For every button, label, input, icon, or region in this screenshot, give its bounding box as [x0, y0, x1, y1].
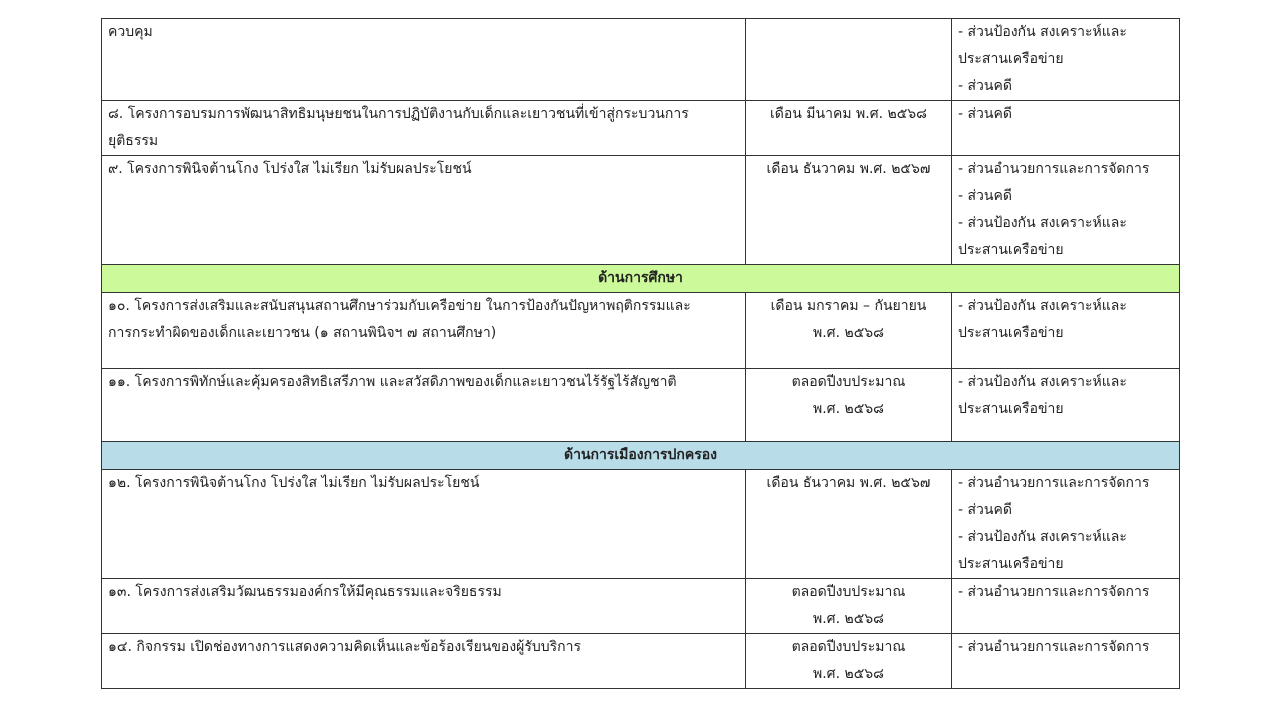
date-text: ตลอดปีงบประมาณ — [791, 584, 906, 600]
project-cell — [102, 579, 746, 634]
project-cell — [102, 369, 746, 442]
date-text: พ.ศ. ๒๕๖๘ — [813, 325, 884, 341]
table-row — [102, 156, 1180, 265]
project-text: ๑๑. โครงการพิทักษ์และคุ้มครองสิทธิเสรีภาพ และสวัสดิภาพของเด็กและเยาวชนไร้รัฐไร้สัญชาติ — [108, 374, 677, 390]
unit-cell — [952, 579, 1180, 634]
unit-text: - ส่วนอำนวยการและการจัดการ — [958, 639, 1150, 655]
date-text: พ.ศ. ๒๕๖๘ — [813, 611, 884, 627]
unit-text: ประสานเครือข่าย — [958, 325, 1064, 341]
section-header-politics: ด้านการเมืองการปกครอง — [102, 442, 1180, 470]
unit-text: - ส่วนคดี — [958, 106, 1012, 122]
unit-cell — [952, 156, 1180, 265]
date-cell — [746, 156, 952, 265]
unit-text: - ส่วนคดี — [958, 188, 1012, 204]
project-text: ๑๒. โครงการพินิจต้านโกง โปร่งใส ไม่เรียก ไม่รับผลประโยชน์ — [108, 475, 480, 491]
section-header-row — [102, 442, 1180, 470]
project-cell — [102, 156, 746, 265]
unit-cell — [952, 293, 1180, 369]
table-row — [102, 579, 1180, 634]
date-cell — [746, 19, 952, 101]
table-row — [102, 293, 1180, 369]
project-text: ๘. โครงการอบรมการพัฒนาสิทธิมนุษยชนในการปฏิบัติงานกับเด็กและเยาวชนที่เข้าสู่กระบวนการ — [108, 106, 689, 122]
date-text: เดือน มกราคม – กันยายน — [770, 298, 927, 314]
unit-text: - ส่วนป้องกัน สงเคราะห์และ — [958, 529, 1127, 545]
unit-text: - ส่วนป้องกัน สงเคราะห์และ — [958, 215, 1127, 231]
unit-text: - ส่วนคดี — [958, 78, 1012, 94]
date-text: เดือน ธันวาคม พ.ศ. ๒๕๖๗ — [766, 475, 931, 491]
table-row — [102, 101, 1180, 156]
project-text: ๙. โครงการพินิจต้านโกง โปร่งใส ไม่เรียก ไม่รับผลประโยชน์ — [108, 161, 472, 177]
unit-text: ประสานเครือข่าย — [958, 51, 1064, 67]
unit-text: - ส่วนคดี — [958, 502, 1012, 518]
date-cell — [746, 101, 952, 156]
date-text: เดือน มีนาคม พ.ศ. ๒๕๖๘ — [770, 106, 927, 122]
date-text: พ.ศ. ๒๕๖๘ — [813, 401, 884, 417]
unit-cell — [952, 634, 1180, 689]
date-text: เดือน ธันวาคม พ.ศ. ๒๕๖๗ — [766, 161, 931, 177]
unit-text: - ส่วนป้องกัน สงเคราะห์และ — [958, 374, 1127, 390]
date-cell — [746, 470, 952, 579]
unit-text: - ส่วนอำนวยการและการจัดการ — [958, 161, 1150, 177]
section-header-row — [102, 265, 1180, 293]
unit-text: ประสานเครือข่าย — [958, 242, 1064, 258]
unit-text: ประสานเครือข่าย — [958, 401, 1064, 417]
table-row — [102, 470, 1180, 579]
unit-text: - ส่วนอำนวยการและการจัดการ — [958, 584, 1150, 600]
unit-text: - ส่วนอำนวยการและการจัดการ — [958, 475, 1150, 491]
section-header-education: ด้านการศึกษา — [102, 265, 1180, 293]
unit-cell — [952, 369, 1180, 442]
project-text: ๑๐. โครงการส่งเสริมและสนับสนุนสถานศึกษาร่วมกับเครือข่าย ในการป้องกันปัญหาพฤติกรรมและ — [108, 298, 691, 314]
project-cell — [102, 19, 746, 101]
project-table — [101, 18, 1180, 689]
unit-cell — [952, 19, 1180, 101]
date-cell — [746, 369, 952, 442]
project-text: ยุติธรรม — [108, 133, 159, 149]
unit-text: - ส่วนป้องกัน สงเคราะห์และ — [958, 24, 1127, 40]
project-text: การกระทำผิดของเด็กและเยาวชน (๑ สถานพินิจฯ ๗ สถานศึกษา) — [108, 325, 497, 341]
project-cell — [102, 101, 746, 156]
date-text: ตลอดปีงบประมาณ — [791, 639, 906, 655]
table-row — [102, 369, 1180, 442]
date-cell — [746, 634, 952, 689]
date-text: พ.ศ. ๒๕๖๘ — [813, 666, 884, 682]
table-row — [102, 634, 1180, 689]
project-cell — [102, 293, 746, 369]
unit-cell — [952, 470, 1180, 579]
project-cell — [102, 470, 746, 579]
unit-text: ประสานเครือข่าย — [958, 556, 1064, 572]
unit-cell — [952, 101, 1180, 156]
table-row — [102, 19, 1180, 101]
project-text: ๑๔. กิจกรรม เปิดช่องทางการแสดงความคิดเห็นและข้อร้องเรียนของผู้รับบริการ — [108, 639, 582, 655]
unit-text: - ส่วนป้องกัน สงเคราะห์และ — [958, 298, 1127, 314]
date-cell — [746, 579, 952, 634]
project-cell — [102, 634, 746, 689]
project-text: ๑๓. โครงการส่งเสริมวัฒนธรรมองค์กรให้มีคุณธรรมและจริยธรรม — [108, 584, 502, 600]
date-cell — [746, 293, 952, 369]
date-text: ตลอดปีงบประมาณ — [791, 374, 906, 390]
project-text: ควบคุม — [108, 24, 153, 40]
